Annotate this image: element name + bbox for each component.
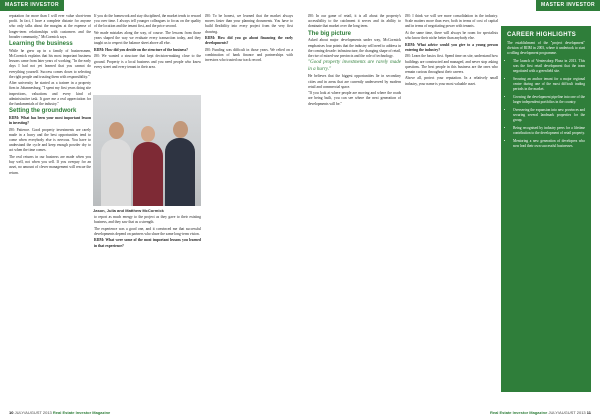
section-tab-right: MASTER INVESTOR <box>536 0 600 11</box>
interview-question: RIIM: How did you decide on the structure of the business? <box>94 47 188 52</box>
paragraph: After university he started as a trainee in a property firm in Johannesburg. "I spent my first years doing site inspections, valuations and every kind of administrative task. It gave me a real appreciation for the fundamentals of the industry." <box>9 81 91 107</box>
highlight-item: • Securing an anchor tenant for a major regional centre during one of the most difficult trading periods in the market. <box>513 77 585 92</box>
subheading: Setting the groundwork <box>9 108 77 115</box>
pull-quote: "Good property investments are rarely made in a hurry." <box>308 60 401 72</box>
paragraph: He believes that the biggest opportunities lie in secondary cities and in areas that are currently underserved by modern retail and commercial space. <box>308 74 401 89</box>
paragraph: JM: Patience. Good property investments are rarely made in a hurry and the best opportunities tend to come when everybody else is nervous. You have to understand the cycle and keep enough powder dry to act when the time comes. <box>9 127 91 153</box>
article-column-1 <box>9 14 91 402</box>
person-left <box>101 122 131 206</box>
highlight-item: • Growing the development pipeline into one of the larger independent portfolios in the country. <box>513 95 585 105</box>
subheading: The big picture <box>308 30 352 37</box>
magazine-brand: Real Estate Investor Magazine <box>52 410 111 415</box>
article-column-3 <box>94 215 201 402</box>
issue-date: JULY/AUGUST 2013 <box>548 410 586 415</box>
photo-caption: Jason, Julia and Matthew McCormick <box>93 208 164 213</box>
highlight-item: • Overseeing the expansion into new provinces and securing several landmark properties for the group. <box>513 108 585 123</box>
article-column-3-continued <box>205 14 293 402</box>
paragraph: At the same time, there will always be room for specialists who know their niche better than anybody else. <box>405 30 498 41</box>
paragraph: Above all, protect your reputation. In a relatively small industry, your name is your most valuable asset. <box>405 76 498 86</box>
highlight-item: • Mentoring a new generation of developers who now lead their own successful businesses. <box>513 139 585 149</box>
paragraph: JM: To be honest, we learned that the market always moves faster than your planning documents. You have to build flexibility into every project from the very first drawing. <box>205 14 293 34</box>
subheading: Learning the business <box>9 41 73 48</box>
person-right <box>165 121 195 206</box>
person-centre <box>133 126 163 206</box>
interview-question: RIIM: How did you go about financing the early developments? <box>205 36 293 46</box>
interview-question: RIIM: What has been your most important lesson in investing? <box>9 115 91 126</box>
paragraph: The real returns in our business are made when you buy well, not when you sell. If you overpay for an asset, no amount of clever management will rescue the return. <box>9 154 91 175</box>
paragraph: The experience was a good one, and it convinced me that successful developments depend on partners who share the same long-term vision. <box>94 226 201 236</box>
paragraph: to report as much energy to the project as they gave to their existing business, and they saw that as a strength. <box>94 215 201 225</box>
paragraph: If you do the homework and stay disciplined, the market tends to reward you over time. I always tell younger colleagues to focus on the quality of the location and the tenant first, and the price second. <box>94 14 201 29</box>
article-column-4 <box>308 14 401 402</box>
family-photo <box>93 95 201 206</box>
highlight-item: • The launch of Ventersdorp Plaza in 2013. This was the first retail development that the team negotiated with a greenfield site. <box>513 59 585 74</box>
paragraph: We made mistakes along the way, of course. The lessons from those years shaped the way we evaluate every transaction today, and they taught us to respect the balance sheet above all else. <box>94 30 201 46</box>
footer-right <box>490 410 591 415</box>
paragraph: JM: Learn the basics first. Spend time on site, understand how buildings are constructed and managed, and never stop asking questions. The best people in this business are the ones who remain curious throughout their careers. <box>405 54 498 74</box>
paragraph: While he grew up in a family of businessmen, McCormick explains that his most important business lessons came from later years of working. "In the early days I had not yet learned that you cannot do everything yourself. Success comes down to selecting the right people and trusting them with responsibility." <box>9 48 91 79</box>
paragraph: reputation for more than I will ever value short-term profit. In fact, I have a complete distaste for anyone who only talks about the margins at the expense of longer-term relationships with customers and the broader community," McCormick says. <box>9 14 91 39</box>
highlight-item: • Being recognised by industry peers for a lifetime contribution to the development of retail property. <box>513 126 585 136</box>
footer-left <box>9 410 110 415</box>
article-column-2 <box>94 14 201 94</box>
paragraph: JM: In our game of retail, it is all about the property's accessibility to the catchment it serves and its ability to dominate that market over the long term. <box>308 14 401 29</box>
article-column-5 <box>405 14 498 402</box>
page-number: 10 <box>9 410 14 415</box>
interview-question: RIIM: What advice would you give to a young person entering the industry? <box>405 42 498 52</box>
issue-date: JULY/AUGUST 2013 <box>14 410 52 415</box>
paragraph: JM: I think we will see more consolidation in the industry. Scale matters more than ever, both in terms of cost of capital and in terms of negotiating power with tenants. <box>405 14 498 29</box>
interview-question: RIIM: What were some of the most important lessons you learned in that experience? <box>94 238 201 248</box>
paragraph: JM: Funding was difficult in those years. We relied on a combination of bank finance and partnerships with investors who trusted our track record. <box>205 47 293 63</box>
section-tab-left: MASTER INVESTOR <box>0 0 64 11</box>
paragraph: JM: We wanted a structure that kept decision-making close to the ground. Property is a local business and you need people who know every street and every tenant in their area. <box>94 54 201 69</box>
career-highlights-sidebar <box>501 26 591 392</box>
magazine-brand: Real Estate Investor Magazine <box>489 410 548 415</box>
page-number: 11 <box>586 410 591 415</box>
paragraph: "If you look at where people are moving and where the roads are being built, you can see where the next generation of developments will be." <box>308 91 401 106</box>
sidebar-title: CAREER HIGHLIGHTS <box>507 32 577 38</box>
sidebar-intro: The establishment of the "project development" division of RIIM in 2003, where it undertook to start a rolling development programme. <box>507 41 585 55</box>
highlights-list <box>507 59 585 149</box>
paragraph: Asked about major developments under way, McCormick emphasises four points that the industry will need to address in the coming decade: infrastructure, the changing shape of retail, the rise of mixed-use precincts and the role of technology. <box>308 38 401 58</box>
